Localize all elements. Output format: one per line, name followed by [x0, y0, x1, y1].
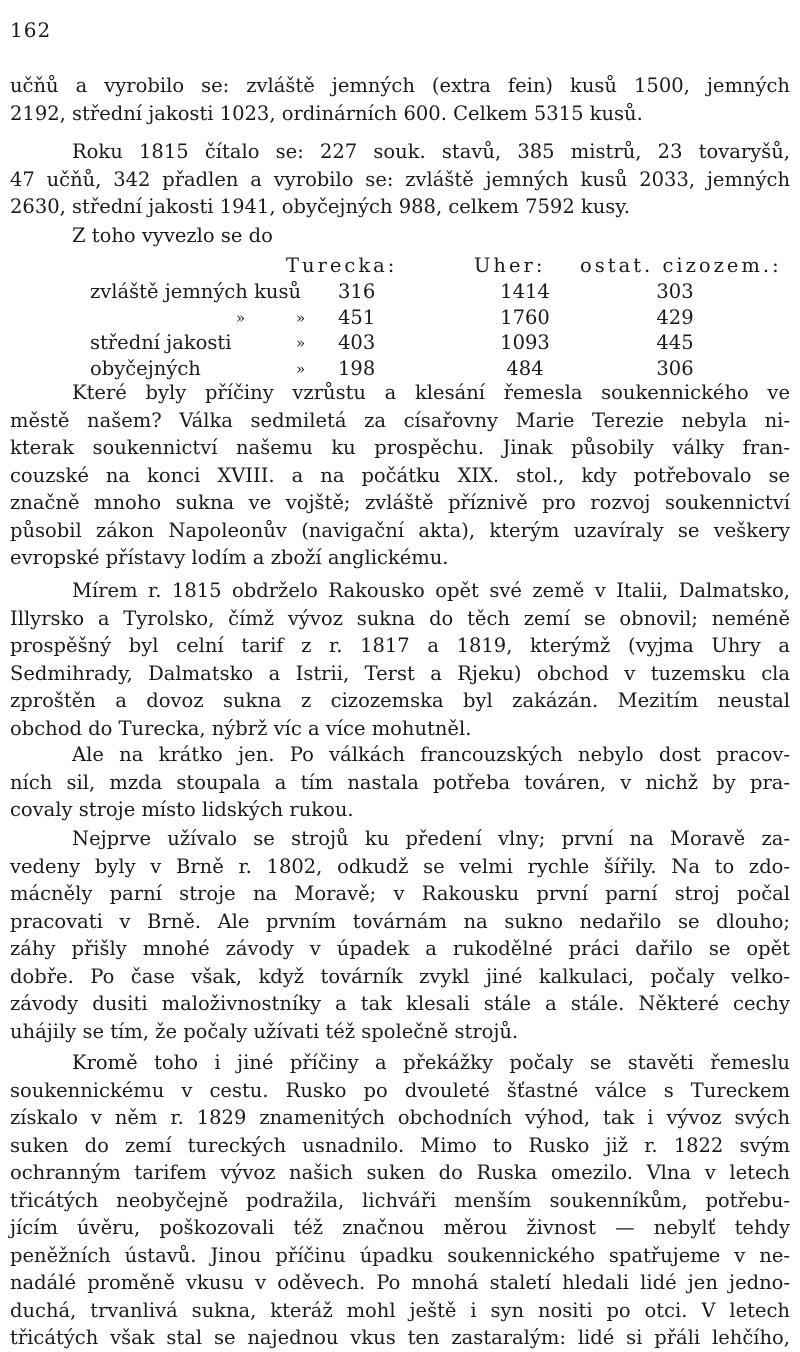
- paragraph-year-1815: [10, 138, 790, 221]
- value-turecko: 403: [338, 331, 376, 354]
- value-turecko: 198: [338, 356, 376, 380]
- table-row: [90, 305, 730, 331]
- text-line: značně mnoho sukna ve vojště; zvláště příznivě pro rozvoj soukennictví: [10, 491, 790, 514]
- text-line: dobře. Po čase však, když továrník zvykl jiné kalkulaci, počaly velko-: [10, 964, 790, 988]
- text-line: nadálé proměně vkusu v oděvech. Po mnohá staletí hledali lidé jen jedno-: [10, 1271, 790, 1294]
- value-ostatni: 303: [656, 280, 694, 303]
- text-line: 2192, střední jakosti 1023, ordinárních 600. Celkem 5315 kusů.: [10, 101, 643, 125]
- text-line: 47 učňů, 342 přadlen a vyrobilo se: zvláště jemných kusů 2033, jemných: [10, 167, 790, 191]
- row-label-ditto: »: [236, 308, 246, 327]
- text-line: couzské na konci XVIII. a na počátku XIX. stol., kdy potřebovalo se: [10, 463, 790, 487]
- text-line: třicátých neobyčejně podražila, lichváři menším soukenníkům, potřebu-: [10, 1188, 790, 1212]
- table-row: [90, 330, 730, 356]
- paragraph-peace-1815: [10, 577, 790, 742]
- text-line: covaly stroje místo lidských rukou.: [10, 798, 354, 821]
- text-line: třicátých však stal se najednou vkus ten zastaralým: lidé si přáli lehčího,: [10, 1326, 790, 1349]
- value-uhry: 1760: [500, 305, 550, 329]
- text-line: Ale na krátko jen. Po válkách francouzských nebylo dost pracov-: [72, 743, 790, 766]
- paragraph-factories: [10, 741, 790, 824]
- text-line: ních sil, mzda stoupala a tím nastala potřeba továren, v nichž by pra-: [10, 770, 790, 794]
- value-turecko: 316: [338, 280, 376, 303]
- value-ostatni: 306: [656, 356, 694, 380]
- header-ostatni: ostat. cizozem.:: [580, 254, 782, 277]
- table-row: [90, 279, 730, 305]
- text-line: Kromě toho i jiné příčiny a překážky počaly se stavěti řemeslu: [72, 1051, 790, 1074]
- text-line: suken do zemí tureckých usnadnilo. Mimo to Rusko již r. 1822 svým: [10, 1133, 790, 1157]
- ditto-mark: »: [296, 334, 306, 352]
- text-line: Nejprve užívalo se strojů ku předení vlny; první na Moravě za-: [72, 827, 790, 850]
- text-line: učňů a vyrobilo se: zvláště jemných (extra fein) kusů 1500, jemných: [10, 74, 790, 97]
- text-line: městě našem? Válka sedmiletá za císařovny Marie Terezie nebyla ni-: [10, 408, 790, 432]
- export-table: [90, 253, 782, 381]
- table-row: [90, 356, 730, 382]
- paragraph-production-1810s: [10, 72, 790, 127]
- text-line: evropské přístavy lodím a zboží anglickému.: [10, 546, 449, 569]
- text-line: zproštěn a dovoz sukna z cizozemska byl zakázán. Mezitím neustal: [10, 689, 790, 712]
- header-uhry: Uher:: [474, 254, 546, 277]
- text-line: prospěšný byl celní tarif z r. 1817 a 1819, kterýmž (vyjma Uhry a: [10, 634, 790, 657]
- text-line: Illyrsko a Tyrolsko, čímž vývoz sukna do těch zemí se obnovil; neméně: [10, 606, 790, 630]
- text-line: Z toho vyvezlo se do: [72, 224, 273, 247]
- text-line: vedeny byly v Brně r. 1802, odkudž se velmi rychle šířily. Na to zdo-: [10, 854, 790, 878]
- page-number: 162: [10, 18, 52, 42]
- ditto-mark: »: [296, 359, 306, 378]
- text-line: záhy přišly mnohé závody v úpadek a rukodělné práci dařilo se opět: [10, 937, 790, 960]
- text-line: Sedmihrady, Dalmatsko a Istrii, Terst a Rjeku) obchod v tuzemsku cla: [10, 661, 790, 685]
- text-line: soukennickému v cestu. Rusko po dvouleté šťastné válce s Tureckem: [10, 1078, 790, 1102]
- value-uhry: 1414: [500, 280, 550, 303]
- value-ostatni: 429: [656, 305, 694, 329]
- text-line: 2630, střední jakosti 1941, obyčejných 988, celkem 7592 kusy.: [10, 195, 630, 218]
- export-table-header: [90, 253, 782, 279]
- text-line: Které byly příčiny vzrůstu a klesání řemesla soukennického ve: [72, 381, 790, 404]
- text-line: působil zákon Napoleonův (navigační akta), kterým uzavíraly se veškery: [10, 518, 790, 542]
- row-label: obyčejných: [90, 356, 201, 380]
- text-line: kterak soukennictví našemu ku prospěchu. Jinak působily války fran-: [10, 436, 790, 459]
- paragraph-export-intro: [10, 222, 790, 250]
- text-line: uhájily se tím, že počaly užívati též společně strojů.: [10, 1019, 519, 1043]
- text-line: peněžních ústavů. Jinou příčinu úpadku soukennického spatřujeme v ne-: [10, 1243, 790, 1267]
- text-line: obchod do Turecka, nýbrž víc a více mohutněl.: [10, 716, 472, 740]
- row-label: střední jakosti: [90, 331, 232, 354]
- text-line: jícím úvěru, poškozovali též značnou měrou živnost — nebylť tehdy: [10, 1216, 790, 1239]
- text-line: získalo v něm r. 1829 znamenitých obchodních výhod, tak i vývoz svých: [10, 1106, 790, 1129]
- value-ostatni: 445: [656, 331, 694, 354]
- paragraph-machines: [10, 825, 790, 1045]
- value-uhry: 1093: [500, 331, 550, 354]
- text-line: mácněly parní stroje na Moravě; v Rakousku první parní stroj počal: [10, 882, 790, 905]
- value-turecko: 451: [338, 305, 376, 329]
- text-line: ochranným tarifem vývoz našich suken do Ruska omezilo. Vlna v letech: [10, 1161, 790, 1184]
- text-line: duchá, trvanlivá sukna, kteráž mohl ještě i syn nositi po otci. V letech: [10, 1298, 790, 1322]
- text-line: Roku 1815 čítalo se: 227 souk. stavů, 385 mistrů, 23 tovaryšů,: [72, 140, 790, 163]
- text-line: pracovati v Brně. Ale prvním továrnám na sukno nedařilo se dlouho;: [10, 909, 790, 933]
- text-line: Mírem r. 1815 obdrželo Rakousko opět své země v Italii, Dalmatsko,: [72, 579, 790, 602]
- paragraph-other-causes: [10, 1049, 790, 1352]
- row-label: zvláště jemných kusů: [90, 280, 302, 303]
- header-turecko: Turecka:: [286, 254, 398, 277]
- text-line: závody dusiti maloživnostníky a tak klesali stále a stále. Některé cechy: [10, 992, 790, 1015]
- paragraph-causes: [10, 379, 790, 572]
- value-uhry: 484: [506, 356, 544, 380]
- ditto-mark: »: [296, 308, 306, 327]
